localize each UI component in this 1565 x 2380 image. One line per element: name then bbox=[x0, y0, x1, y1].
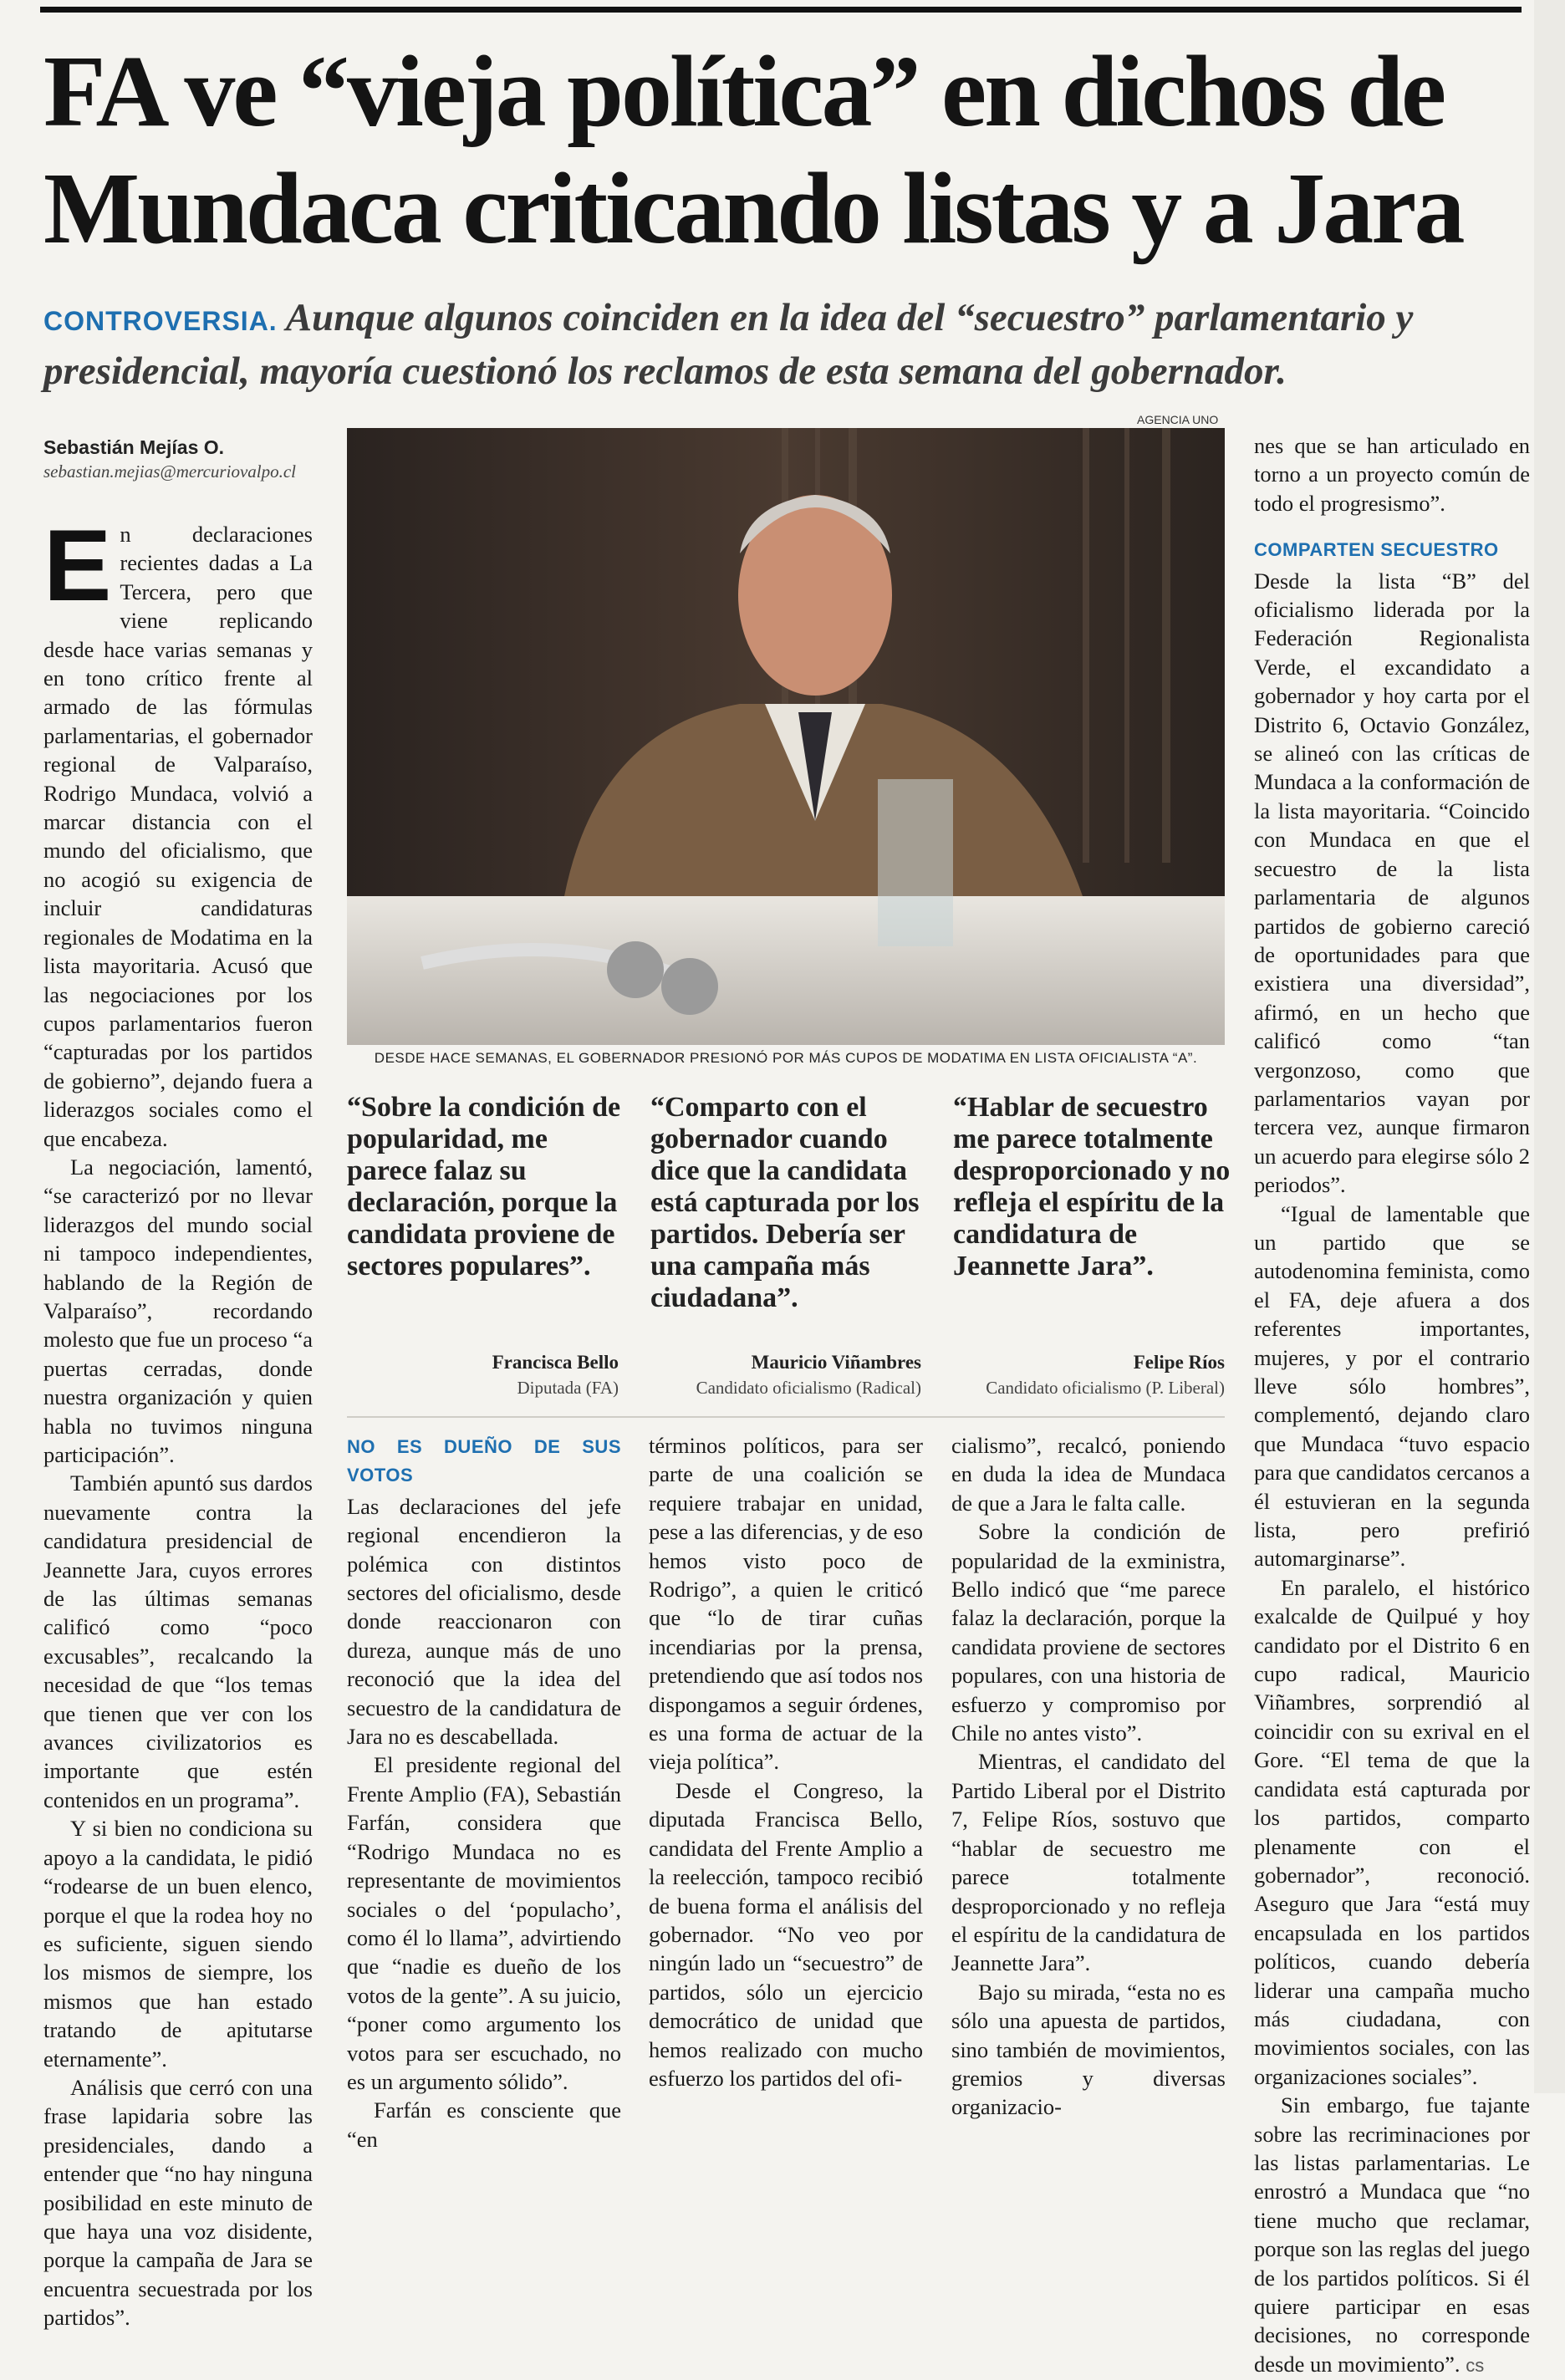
deck-kicker: CONTROVERSIA. bbox=[43, 306, 278, 336]
paragraph: Análisis que cerró con una frase lapidaria sobre las presidenciales, dando a entender que “no hay ninguna posibilidad en este minuto de que haya una voz disidente, porque la campaña de Jara se encuentra secuestrada por los partidos”. bbox=[43, 2074, 313, 2331]
paragraph: Farfán es consciente que “en bbox=[347, 2097, 621, 2152]
byline-email: sebastian.mejias@mercuriovalpo.cl bbox=[43, 461, 296, 482]
photo-credit: AGENCIA UNO bbox=[1137, 413, 1219, 426]
pull-quote-1: “Sobre la condición de popularidad, me parece falaz su declaración, porque la candidata proviene de sectores populares”. bbox=[347, 1092, 621, 1282]
paragraph: También apuntó sus dardos nuevamente contra la candidatura presidencial de Jeannette Jara, cuyos errores de las últimas semanas calificó como “poco excusables”, recalcando la necesidad de que “los temas que tienen que ver con los avances civilizatorios es importante que estén contenidos en un programa”. bbox=[43, 1470, 313, 1812]
pull-quote-3: “Hablar de secuestro me parece totalmente desproporcionado y no refleja el espíritu de la candidatura de Jeannette Jara”. bbox=[953, 1092, 1231, 1282]
paragraph: La negociación, lamentó, “se caracterizó por no llevar liderazgos del mundo social ni tampoco independientes, hablando de la Región de Valparaíso”, recordando molesto que fue un proceso “a puertas cerradas, donde nuestra organización y quien habla no tuvimos ninguna participación”. bbox=[43, 1154, 313, 1467]
paragraph: Y si bien no condiciona su apoyo a la candidata, le pidió “rodearse de un buen elenco, porque el que la rodea hoy no es suficiente, siguen siendo los mismos de siempre, los mismos que han estado tratando de apitutarse eternamente”. bbox=[43, 1816, 313, 2072]
paragraph: Desde el Congreso, la diputada Francisca Bello, candidata del Frente Amplio a la reelección, tampoco recibió de buena forma el análisis del gobernador. “No veo por ningún lado un “secuestro” de partidos, sólo un ejercicio democrático de unidad que hemos realizado con mucho esfuerzo los partidos del ofi- bbox=[649, 1777, 923, 2091]
paragraph: En paralelo, el histórico exalcalde de Quilpué y hoy candidato por el Distrito 6 en cupo radical, Mauricio Viñambres, sorprendió al coincidir con su exrival en el Gore. “El tema de que la candidata está capturada por los partidos, comparto plenamente con el gobernador”, reconoció. Aseguro que Jara “está muy encapsulada en los partidos políticos, cuando debería liderar una campaña mucho más ciudadana, con movimientos sociales, con las organizaciones sociales”. bbox=[1254, 1574, 1530, 2089]
deck bbox=[43, 293, 1532, 396]
drop-cap: E bbox=[43, 508, 112, 622]
subhead-votos: NO ES DUEÑO DE SUS VOTOS bbox=[347, 1436, 621, 1486]
column-1 bbox=[43, 508, 313, 2332]
column-4 bbox=[951, 1431, 1226, 2122]
paragraph: Las declaraciones del jefe regional encendieron la polémica con distintos sectores del oficialismo, desde donde reaccionaron con dureza, aunque más de uno reconoció que la idea del secuestro de la candidatura de Jara no es descabellada. bbox=[347, 1493, 621, 1750]
adjacent-page-edge bbox=[1534, 0, 1565, 2093]
headline: FA ve “vieja política” en dichos de Mundaca criticando listas y a Jara bbox=[43, 35, 1463, 265]
paragraph: Desde la lista “B” del oficialismo liderada por la Federación Regionalista Verde, el excandidato a gobernador y hoy carta por el Distrito 6, Octavio González, se alineó con las críticas de Mundaca a la conformación de la lista mayoritaria. “Coincido con Mundaca en que el secuestro de la lista parlamentaria de algunos partidos de gobierno careció de oportunidades para que existiera una diversidad”, afirmó, en un hecho que calificó como “tan vergonzoso, como que parlamentarios vayan por tercera vez, aunque firmaron un acuerdo para elegirse sólo 2 periodos”. bbox=[1254, 568, 1530, 1198]
column-2 bbox=[347, 1430, 621, 2153]
photo-caption: DESDE HACE SEMANAS, EL GOBERNADOR PRESIONÓ POR MÁS CUPOS DE MODATIMA EN LISTA OFICIALISTA “A”. bbox=[374, 1050, 1198, 1066]
deck-text: Aunque algunos coinciden en la idea del “secuestro” parlamentario y presidencial, mayoría cuestionó los reclamos de esta semana del gobernador. bbox=[43, 296, 1414, 393]
lead-text: n declaraciones recientes dadas a La Tercera, pero que viene replicando desde hace varias semanas y en tono crítico frente al armado de las fórmulas parlamentarias, el gobernador regional de Valparaíso, Rodrigo Mundaca, volvió a marcar distancia con el mundo del oficialismo, que no acogió su exigencia de incluir candidaturas regionales de Modatima en la lista mayoritaria. Acusó que las negociaciones por los cupos parlamentarios fueron “capturadas por los partidos de gobierno”, dejando fuera a liderazgos sociales como el que encabeza. bbox=[43, 522, 313, 1151]
paragraph: términos políticos, para ser parte de una coalición se requiere trabajar en unidad, pese a las diferencias, y de eso hemos visto poco de Rodrigo”, a quien le criticó que “lo de tirar cuñas incendiarias por la prensa, pretendiendo que así todos nos dispongamos a seguir órdenes, es una forma de actuar de la vieja política”. bbox=[649, 1433, 923, 1775]
paragraph: nes que se han articulado en torno a un proyecto común de todo el progresismo”. bbox=[1254, 433, 1530, 516]
quote-3-author: Felipe Ríos bbox=[1133, 1352, 1225, 1373]
paragraph: Sobre la condición de popularidad de la exministra, Bello indicó que “me parece falaz la declaración, porque la candidata proviene de sectores populares, con una historia de esfuerzo y compromiso por Chile no antes visto”. bbox=[951, 1519, 1226, 1746]
paragraph: Mientras, el candidato del Partido Liberal por el Distrito 7, Felipe Ríos, sostuvo que “hablar de secuestro me parece totalmente desproporcionado y no refleja el espíritu de la candidatura de Jeannette Jara”. bbox=[951, 1749, 1226, 1976]
byline-author: Sebastián Mejías O. bbox=[43, 436, 225, 458]
pull-quote-2: “Comparto con el gobernador cuando dice que la candidata está capturada por los partidos. Debería ser una campaña más ciudadana”. bbox=[650, 1092, 920, 1313]
lead-paragraph bbox=[43, 508, 313, 1153]
quote-3-role: Candidato oficialismo (P. Liberal) bbox=[986, 1378, 1225, 1398]
paragraph: “Igual de lamentable que un partido que se autodenomina feminista, como el FA, deje afuera a dos referentes importantes, mujeres, y por el contrario lleve sólo hombres”, complementó, dejando claro que Mundaca “tuvo espacio para que candidatos cercanos a él estuvieran en la segunda lista, pero prefirió automarginarse”. bbox=[1254, 1200, 1530, 1572]
quote-divider bbox=[347, 1416, 1225, 1418]
paragraph: cialismo”, recalcó, poniendo en duda la idea de Mundaca de que a Jara le falta calle. bbox=[951, 1433, 1226, 1516]
column-5 bbox=[1254, 431, 1530, 2380]
end-mark: cs bbox=[1466, 2354, 1485, 2376]
photo-governor bbox=[347, 428, 1225, 1045]
paragraph: El presidente regional del Frente Amplio (FA), Sebastián Farfán, considera que “Rodrigo Mundaca no es representante de movimientos sociales o del ‘populacho’, como él lo llama”, advirtiendo que “nadie es dueño de los votos de la gente”. A su juicio, “poner como argumento los votos para ser escuchado, no es un argumento sólido”. bbox=[347, 1752, 621, 2094]
quote-2-author: Mauricio Viñambres bbox=[751, 1352, 921, 1373]
subhead-secuestro: COMPARTEN SECUESTRO bbox=[1254, 539, 1499, 561]
closing-text: Sin embargo, fue tajante sobre las recriminaciones por las listas parlamentarias. Le enrostró a Mundaca que “no tiene mucho que reclamar, porque son las reglas del juego de los partidos políticos. Si él quiere participar en esas decisiones, no corresponde desde un movimiento”. bbox=[1254, 2092, 1530, 2377]
paragraph: Bajo su mirada, “esta no es sólo una apuesta de partidos, sino también de movimientos, gremios y diversas organizacio- bbox=[951, 1979, 1226, 2120]
column-3 bbox=[649, 1431, 923, 2092]
top-rule bbox=[40, 7, 1522, 13]
quote-1-role: Diputada (FA) bbox=[517, 1378, 619, 1398]
quote-2-role: Candidato oficialismo (Radical) bbox=[696, 1378, 921, 1398]
paragraph bbox=[1254, 2091, 1530, 2380]
quote-1-author: Francisca Bello bbox=[492, 1352, 619, 1373]
photo-illustration bbox=[347, 428, 1225, 1045]
